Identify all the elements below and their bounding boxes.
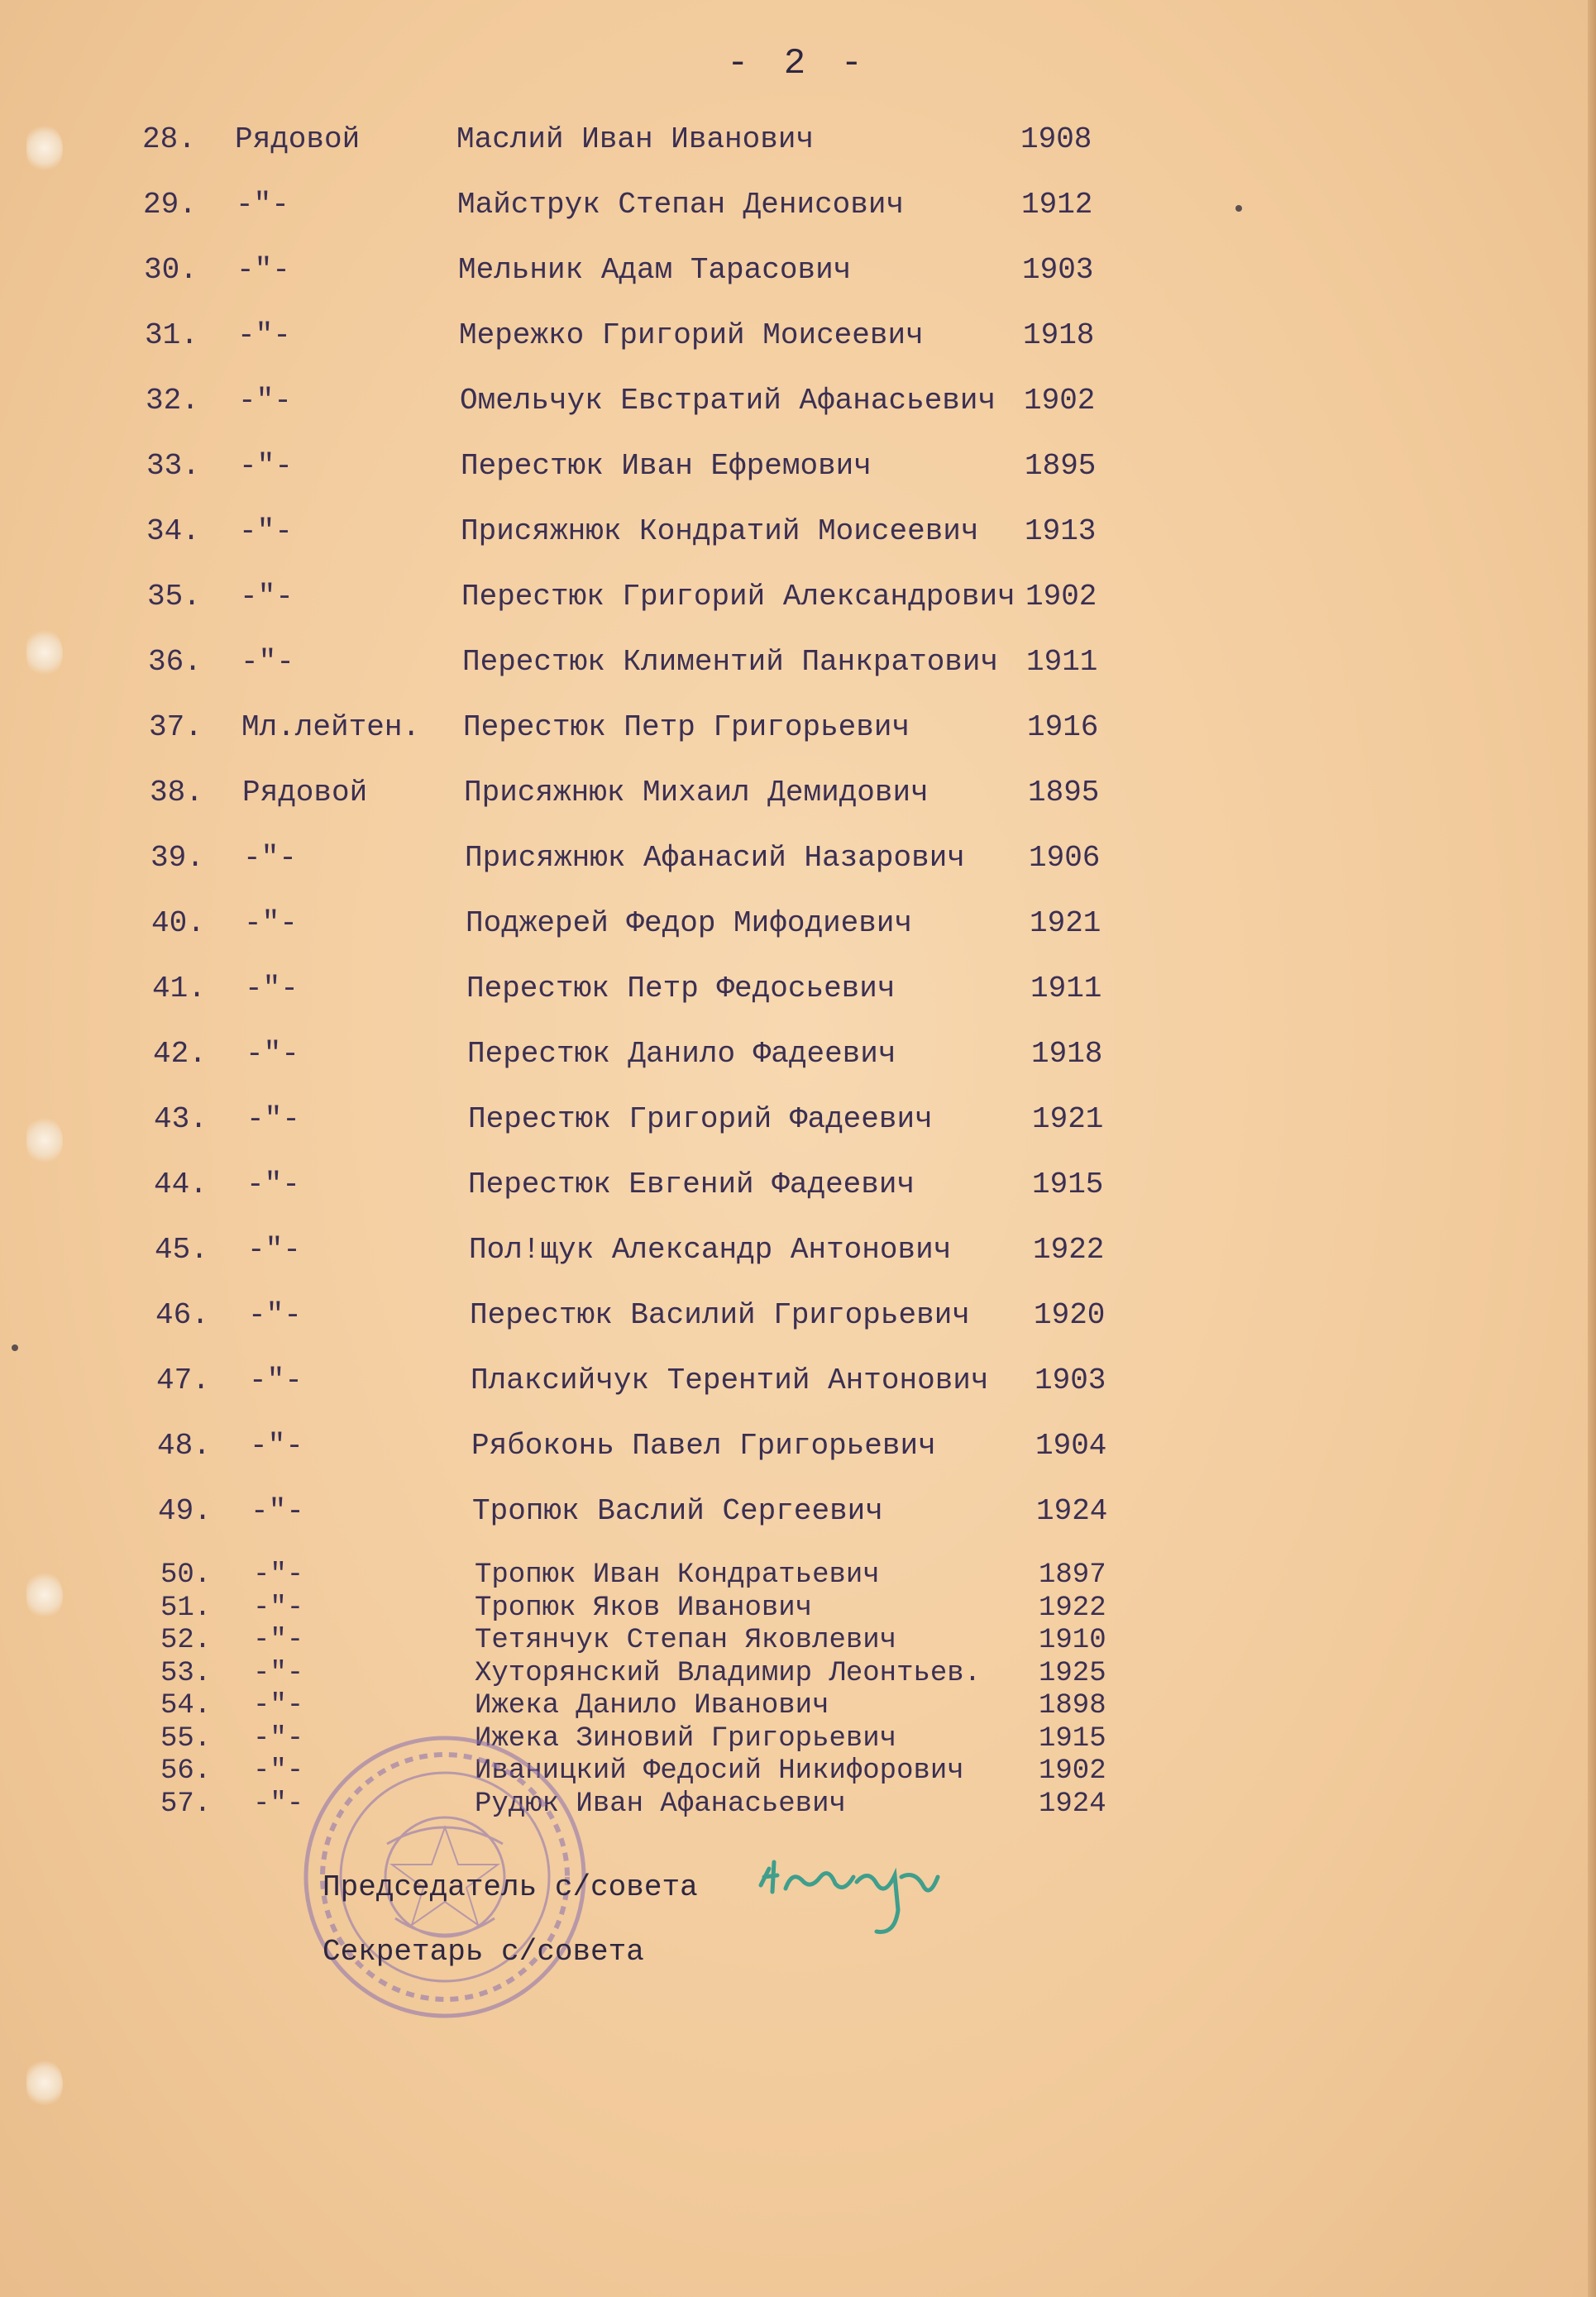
row-name: Тропюк Иван Кондратьевич [475, 1559, 880, 1591]
row-rank: -"- [241, 645, 294, 679]
row-name: Тетянчук Степан Яковлевич [475, 1625, 897, 1656]
row-birth-year: 1913 [1025, 514, 1097, 548]
row-name: Тропюк Васлий Сергеевич [472, 1494, 883, 1528]
row-birth-year: 1911 [1030, 972, 1102, 1005]
row-name: Мережко Григорий Моисеевич [459, 318, 924, 352]
row-birth-year: 1921 [1032, 1102, 1104, 1136]
punch-hole [26, 1571, 63, 1619]
punch-hole [26, 1116, 63, 1164]
row-number: 41. [152, 972, 206, 1005]
row-rank: Рядовой [242, 776, 368, 809]
row-name: Присяжнюк Михаил Демидович [464, 776, 929, 809]
row-birth-year: 1895 [1025, 449, 1097, 483]
row-number: 30. [144, 253, 198, 287]
row-birth-year: 1902 [1024, 384, 1096, 418]
row-rank: -"- [253, 1723, 304, 1755]
row-birth-year: 1922 [1039, 1593, 1106, 1624]
row-name: Перестюк Петр Федосьевич [466, 972, 896, 1005]
page-number: - 2 - [726, 43, 870, 84]
row-birth-year: 1895 [1028, 776, 1100, 809]
row-name: Плаксийчук Терентий Антонович [471, 1363, 989, 1397]
row-rank: -"- [253, 1658, 304, 1689]
row-birth-year: 1924 [1039, 1788, 1106, 1820]
row-rank: -"- [246, 1102, 300, 1136]
row-rank: -"- [237, 253, 290, 287]
row-number: 52. [160, 1625, 212, 1656]
row-rank: -"- [251, 1494, 304, 1528]
row-name: Ижека Зиновий Григорьевич [475, 1723, 897, 1755]
row-rank: -"- [253, 1625, 304, 1656]
row-name: Маслий Иван Иванович [456, 122, 815, 156]
row-rank: -"- [248, 1298, 302, 1332]
row-birth-year: 1906 [1029, 841, 1101, 875]
row-birth-year: 1925 [1039, 1658, 1106, 1689]
chairman-label: Председатель с/совета [323, 1870, 698, 1904]
row-rank: -"- [253, 1593, 304, 1624]
row-number: 55. [160, 1723, 212, 1755]
row-number: 28. [142, 122, 196, 156]
row-rank: -"- [239, 449, 293, 483]
row-rank: Рядовой [235, 122, 361, 156]
row-birth-year: 1915 [1032, 1168, 1104, 1201]
row-rank: Мл.лейтен. [241, 710, 421, 744]
row-name: Рябоконь Павел Григорьевич [471, 1429, 936, 1463]
row-number: 50. [160, 1559, 212, 1591]
row-rank: -"- [245, 972, 299, 1005]
paper-edge [1588, 0, 1596, 2297]
row-birth-year: 1910 [1039, 1625, 1106, 1656]
row-rank: -"- [253, 1788, 304, 1820]
row-number: 48. [157, 1429, 211, 1463]
row-name: Поджерей Федор Мифодиевич [466, 906, 913, 940]
row-number: 57. [160, 1788, 212, 1820]
row-birth-year: 1916 [1027, 710, 1099, 744]
row-number: 44. [154, 1168, 208, 1201]
row-name: Хуторянский Владимир Леонтьев. [475, 1658, 982, 1689]
row-number: 36. [148, 645, 202, 679]
row-birth-year: 1903 [1022, 253, 1094, 287]
row-number: 37. [149, 710, 203, 744]
row-birth-year: 1902 [1025, 580, 1097, 614]
row-name: Ижека Данило Иванович [475, 1690, 829, 1722]
row-number: 38. [150, 776, 203, 809]
row-number: 54. [160, 1690, 212, 1722]
row-birth-year: 1904 [1035, 1429, 1107, 1463]
punch-hole [26, 2059, 63, 2107]
row-number: 42. [153, 1037, 207, 1071]
row-number: 43. [154, 1102, 208, 1136]
row-name: Перестюк Данило Фадеевич [467, 1037, 896, 1071]
row-birth-year: 1911 [1026, 645, 1098, 679]
row-birth-year: 1918 [1031, 1037, 1103, 1071]
chairman-signature [753, 1852, 943, 1943]
row-number: 45. [155, 1233, 208, 1267]
row-number: 39. [151, 841, 204, 875]
row-name: Перестюк Григорий Александрович [461, 580, 1015, 614]
row-number: 51. [160, 1593, 212, 1624]
row-rank: -"- [253, 1755, 304, 1787]
row-number: 33. [146, 449, 200, 483]
row-name: Перестюк Евгений Фадеевич [468, 1168, 915, 1201]
row-rank: -"- [250, 1429, 303, 1463]
row-number: 53. [160, 1658, 212, 1689]
row-name: Перестюк Петр Григорьевич [463, 710, 910, 744]
row-birth-year: 1915 [1039, 1723, 1106, 1755]
row-birth-year: 1918 [1023, 318, 1095, 352]
row-name: Перестюк Климентий Панкратович [462, 645, 999, 679]
row-birth-year: 1920 [1034, 1298, 1106, 1332]
row-birth-year: 1908 [1020, 122, 1092, 156]
row-rank: -"- [236, 188, 289, 222]
row-number: 31. [145, 318, 198, 352]
punch-hole [26, 124, 63, 172]
row-rank: -"- [240, 580, 294, 614]
row-name: Присяжнюк Кондратий Моисеевич [461, 514, 979, 548]
row-number: 49. [158, 1494, 212, 1528]
row-name: Омельчук Евстратий Афанасьевич [460, 384, 996, 418]
row-birth-year: 1897 [1039, 1559, 1106, 1591]
row-number: 34. [146, 514, 200, 548]
row-rank: -"- [246, 1037, 299, 1071]
row-name: Рудюк Иван Афанасьевич [475, 1788, 846, 1820]
row-rank: -"- [239, 514, 293, 548]
row-number: 32. [146, 384, 199, 418]
row-birth-year: 1903 [1035, 1363, 1106, 1397]
row-rank: -"- [237, 318, 291, 352]
row-birth-year: 1922 [1033, 1233, 1105, 1267]
row-rank: -"- [253, 1559, 304, 1591]
row-name: Перестюк Иван Ефремович [461, 449, 872, 483]
row-birth-year: 1912 [1021, 188, 1093, 222]
ink-speck [12, 1344, 18, 1351]
row-name: Майструк Степан Денисович [457, 188, 905, 222]
row-rank: -"- [238, 384, 292, 418]
row-number: 47. [156, 1363, 210, 1397]
row-name: Иваницкий Федосий Никифорович [475, 1755, 964, 1787]
row-birth-year: 1898 [1039, 1690, 1106, 1722]
row-name: Присяжнюк Афанасий Назарович [465, 841, 965, 875]
row-rank: -"- [247, 1233, 301, 1267]
row-name: Перестюк Григорий Фадеевич [468, 1102, 933, 1136]
ink-speck [1235, 205, 1242, 212]
row-rank: -"- [244, 906, 298, 940]
row-birth-year: 1902 [1039, 1755, 1106, 1787]
stamp-text [0, 0, 1, 1]
row-number: 40. [151, 906, 205, 940]
row-number: 56. [160, 1755, 212, 1787]
row-rank: -"- [246, 1168, 300, 1201]
row-rank: -"- [253, 1690, 304, 1722]
punch-hole [26, 628, 63, 676]
row-rank: -"- [249, 1363, 303, 1397]
row-name: Тропюк Яков Иванович [475, 1593, 813, 1624]
row-rank: -"- [243, 841, 297, 875]
row-number: 29. [143, 188, 197, 222]
row-name: Пол!щук Александр Антонович [469, 1233, 952, 1267]
row-name: Мельник Адам Тарасович [458, 253, 852, 287]
secretary-label: Секретарь с/совета [323, 1935, 644, 1969]
row-birth-year: 1921 [1030, 906, 1101, 940]
row-birth-year: 1924 [1036, 1494, 1108, 1528]
row-number: 46. [155, 1298, 209, 1332]
row-name: Перестюк Василий Григорьевич [470, 1298, 970, 1332]
row-number: 35. [147, 580, 201, 614]
